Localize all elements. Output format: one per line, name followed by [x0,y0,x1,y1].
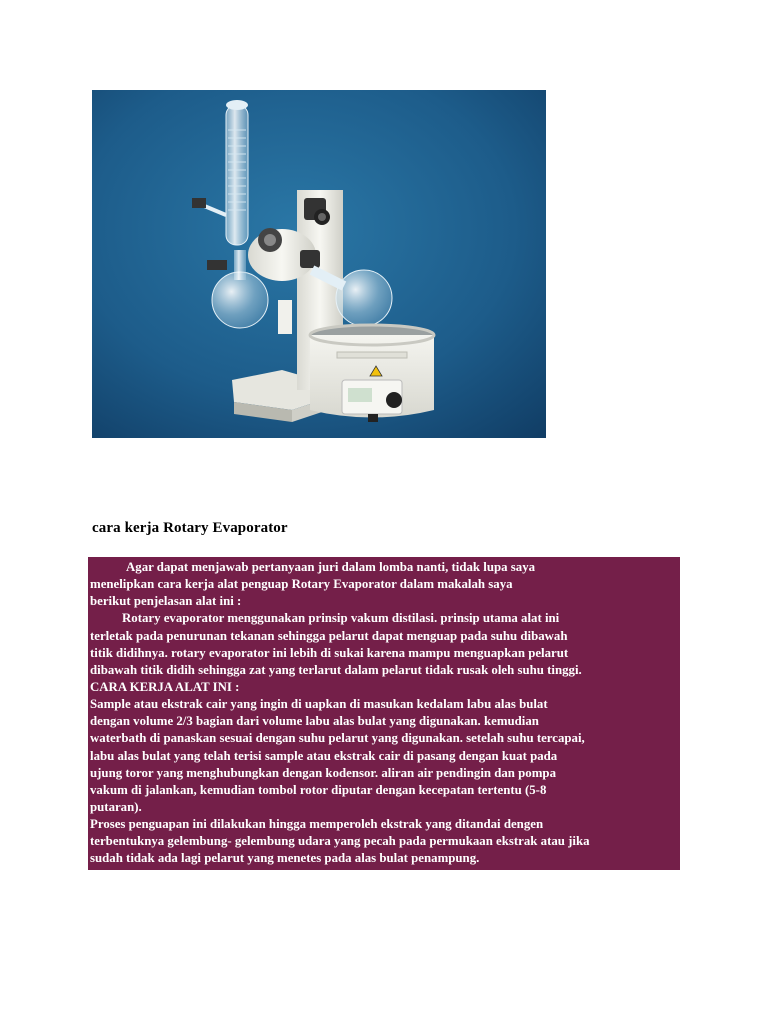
panel-line: Sample atau ekstrak cair yang ingin di uapkan di masukan kedalam labu alas bulat [90,697,548,712]
panel-line: terbentuknya gelembung- gelembung udara yang pecah pada permukaan ekstrak atau jika [90,834,590,849]
rotary-evaporator-photo [92,90,546,438]
panel-line: Agar dapat menjawab pertanyaan juri dalam lomba nanti, tidak lupa saya [126,560,536,574]
panel-line: berikut penjelasan alat ini : [90,594,242,609]
explanation-panel [88,557,680,870]
panel-line: Proses penguapan ini dilakukan hingga memperoleh ekstrak yang ditandai dengen [90,817,544,832]
panel-line: sudah tidak ada lagi pelarut yang menetes pada alas bulat penampung. [90,851,480,866]
panel-line: labu alas bulat yang telah terisi sample atau ekstrak cair di pasang dengan kuat pada [90,748,558,763]
panel-line: ujung toror yang menghubungkan dengan kodensor. aliran air pendingin dan pompa [90,765,556,780]
section-heading: cara kerja Rotary Evaporator [92,520,288,536]
panel-line: dengan volume 2/3 bagian dari volume labu alas bulat yang digunakan. kemudian [90,714,539,729]
panel-line: titik didihnya. rotary evaporator ini lebih di sukai karena mampu menguapkan pelarut [90,645,569,660]
panel-line: dibawah titik didih sehingga zat yang terlarut dalam pelarut tidak rusak oleh suhu tinggi. [90,662,582,677]
panel-line: menelipkan cara kerja alat penguap Rotary Evaporator dalam makalah saya [90,577,513,592]
panel-line: putaran). [90,799,142,814]
panel-subheading: CARA KERJA ALAT INI : [90,679,240,694]
panel-line: waterbath di panaskan sesuai dengan suhu pelarut yang digunakan. setelah suhu tercapai, [90,731,585,746]
panel-line: vakum di jalankan, kemudian tombol rotor diputar dengan kecepatan tertentu (5-8 [90,782,547,797]
panel-line: terletak pada penurunan tekanan sehingga pelarut dapat menguap pada suhu dibawah [90,628,568,643]
panel-line: Rotary evaporator menggunakan prinsip vakum distilasi. prinsip utama alat ini [122,611,560,626]
